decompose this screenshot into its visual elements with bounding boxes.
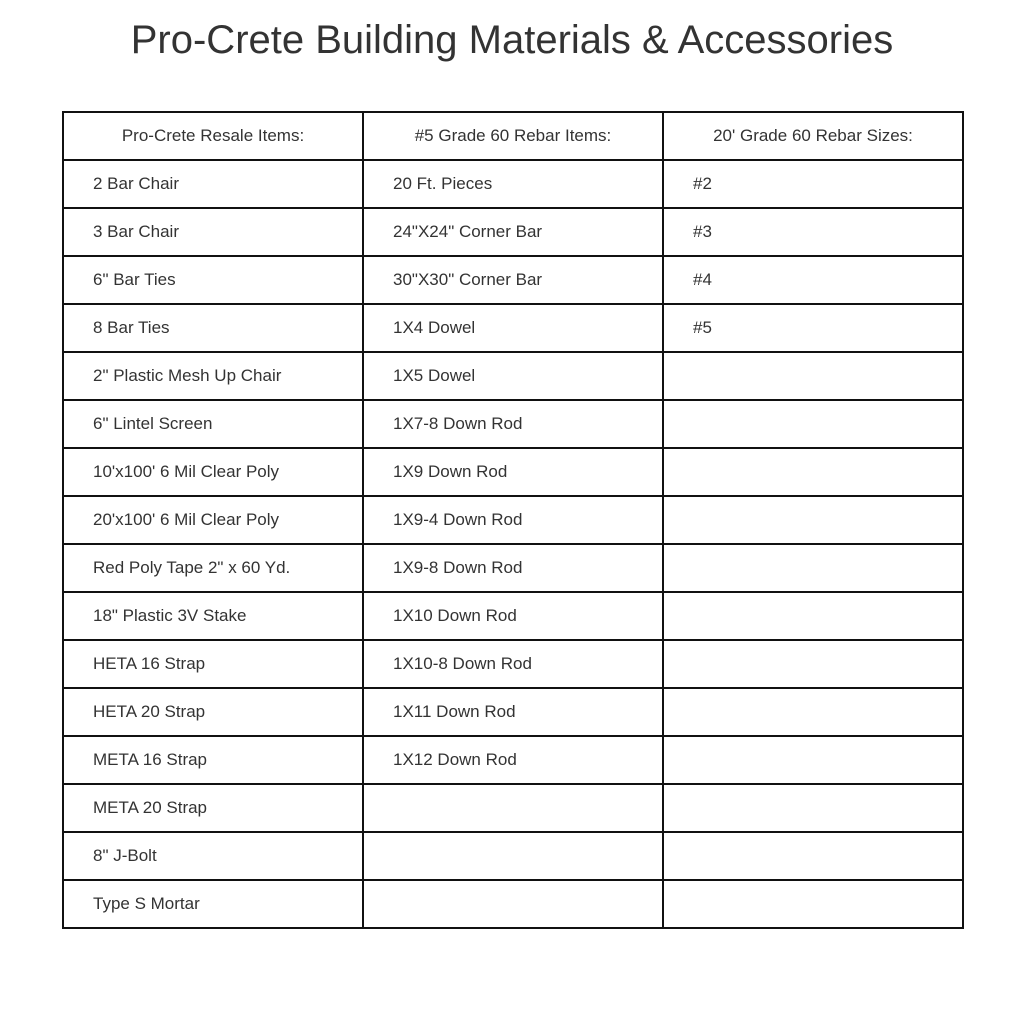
rebar-item-cell [363,832,663,880]
header-resale-items: Pro-Crete Resale Items: [63,112,363,160]
resale-item-cell: 6" Lintel Screen [63,400,363,448]
rebar-item-cell: 1X11 Down Rod [363,688,663,736]
rebar-size-cell [663,352,963,400]
rebar-item-cell: 1X12 Down Rod [363,736,663,784]
rebar-item-cell: 1X5 Dowel [363,352,663,400]
table-row [63,880,963,928]
rebar-item-cell [363,880,663,928]
table-row [63,448,963,496]
table-row [63,832,963,880]
rebar-size-cell [663,400,963,448]
rebar-size-cell [663,736,963,784]
materials-table [62,111,964,929]
table-row [63,352,963,400]
rebar-item-cell: 30"X30" Corner Bar [363,256,663,304]
rebar-size-cell [663,688,963,736]
rebar-item-cell: 20 Ft. Pieces [363,160,663,208]
rebar-size-cell [663,448,963,496]
rebar-item-cell: 1X9 Down Rod [363,448,663,496]
table-row [63,304,963,352]
resale-item-cell: 8 Bar Ties [63,304,363,352]
rebar-size-cell [663,544,963,592]
resale-item-cell: 8" J-Bolt [63,832,363,880]
table-header-row [63,112,963,160]
table-row [63,784,963,832]
resale-item-cell: META 20 Strap [63,784,363,832]
rebar-size-cell: #4 [663,256,963,304]
table-row [63,496,963,544]
rebar-size-cell: #3 [663,208,963,256]
resale-item-cell: 18" Plastic 3V Stake [63,592,363,640]
rebar-size-cell: #5 [663,304,963,352]
resale-item-cell: HETA 16 Strap [63,640,363,688]
table-row [63,736,963,784]
rebar-size-cell: #2 [663,160,963,208]
rebar-item-cell: 1X4 Dowel [363,304,663,352]
rebar-size-cell [663,784,963,832]
rebar-item-cell: 24"X24" Corner Bar [363,208,663,256]
resale-item-cell: 3 Bar Chair [63,208,363,256]
rebar-item-cell: 1X10-8 Down Rod [363,640,663,688]
rebar-item-cell: 1X10 Down Rod [363,592,663,640]
rebar-size-cell [663,592,963,640]
resale-item-cell: HETA 20 Strap [63,688,363,736]
rebar-size-cell [663,880,963,928]
header-rebar-items: #5 Grade 60 Rebar Items: [363,112,663,160]
header-rebar-sizes: 20' Grade 60 Rebar Sizes: [663,112,963,160]
rebar-size-cell [663,640,963,688]
resale-item-cell: 20'x100' 6 Mil Clear Poly [63,496,363,544]
rebar-item-cell: 1X9-8 Down Rod [363,544,663,592]
table-row [63,208,963,256]
table-row [63,688,963,736]
table-row [63,592,963,640]
resale-item-cell: 2 Bar Chair [63,160,363,208]
resale-item-cell: 2" Plastic Mesh Up Chair [63,352,363,400]
resale-item-cell: META 16 Strap [63,736,363,784]
page-title: Pro-Crete Building Materials & Accessories [130,18,894,62]
rebar-size-cell [663,832,963,880]
table-row [63,640,963,688]
rebar-item-cell: 1X9-4 Down Rod [363,496,663,544]
rebar-item-cell: 1X7-8 Down Rod [363,400,663,448]
table-row [63,256,963,304]
resale-item-cell: 10'x100' 6 Mil Clear Poly [63,448,363,496]
rebar-item-cell [363,784,663,832]
table-row [63,400,963,448]
resale-item-cell: Type S Mortar [63,880,363,928]
table-row [63,160,963,208]
resale-item-cell: 6" Bar Ties [63,256,363,304]
resale-item-cell: Red Poly Tape 2" x 60 Yd. [63,544,363,592]
table-row [63,544,963,592]
rebar-size-cell [663,496,963,544]
